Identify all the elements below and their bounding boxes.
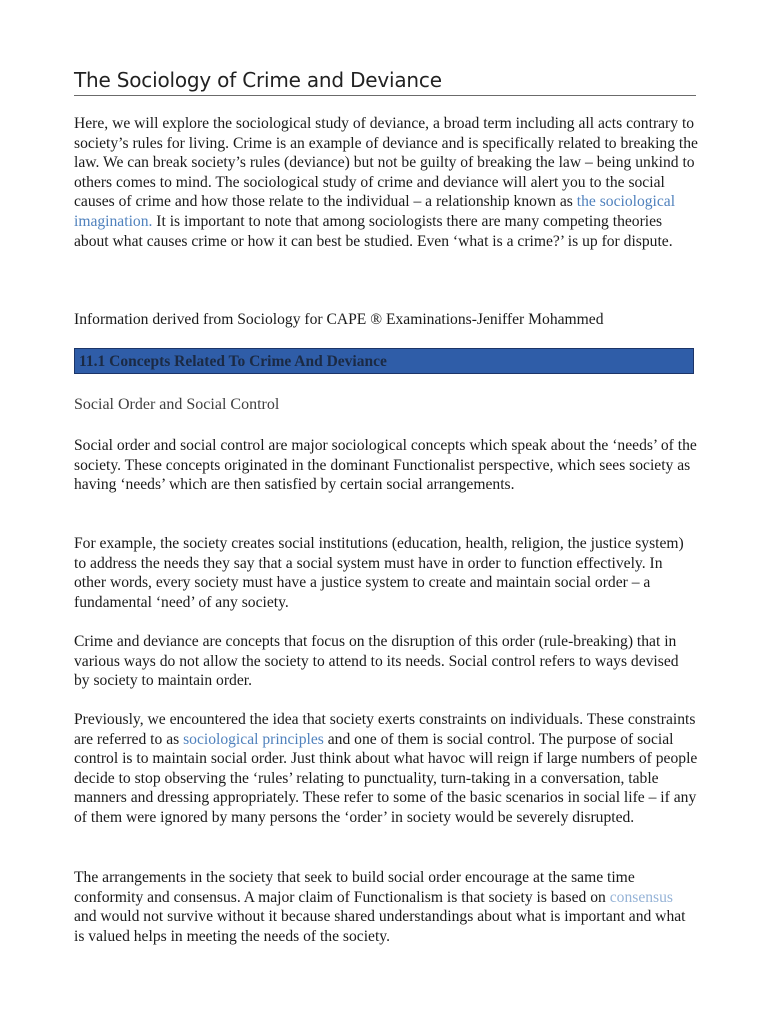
arrangements-text-before: The arrangements in the society that seek to build social order encourage at the same time conformity and consensus. A major claim of Functionalism is that society is based on: [74, 869, 635, 906]
paragraph-arrangements: [74, 868, 698, 946]
constraints-text-after: and one of them is social control. The purpose of social control is to maintain social order. Just think about what havoc will reign if large numbers of people decide to stop observing the ‘rules’ relating to punctuality, turn-taking in a conversation, table manners and dressing appropriately. These refer to some of the basic scenarios in social life – if any of them were ignored by many persons the ‘order’ in society would be severely disrupted.: [74, 730, 698, 826]
title-underline: [74, 95, 696, 96]
sociological-principles-link[interactable]: sociological principles: [183, 730, 324, 748]
intro-paragraph: [74, 114, 698, 251]
intro-text-before: Here, we will explore the sociological study of deviance, a broad term including all acts contrary to society’s rules for living. Crime is an example of deviance and is specifically related to breaking the law. We can break society’s rules (deviance) but not be guilty of breaking the law – being unkind to others comes to mind. The sociological study of crime and deviance will alert you to the social causes of crime and how those relate to the individual – a relationship known as: [74, 115, 698, 211]
intro-text-after: It is important to note that among sociologists there are many competing theories about what causes crime or how it can best be studied. Even ‘what is a crime?’ is up for dispute.: [74, 212, 673, 250]
paragraph-crime-deviance: Crime and deviance are concepts that focus on the disruption of this order (rule-breaking) that in various ways do not allow the society to attend to its needs. Social control refers to ways devised by society to maintain order.: [74, 633, 679, 690]
arrangements-text-after: and would not survive without it because shared understandings about what is important and what is valued helps in meeting the needs of the society.: [74, 908, 686, 945]
sociological-imagination-link[interactable]: the sociological imagination.: [74, 193, 676, 230]
consensus-link[interactable]: consensus: [609, 888, 673, 906]
source-note: Information derived from Sociology for CAPE ® Examinations-Jeniffer Mohammed: [74, 311, 604, 328]
section-banner: [74, 348, 694, 374]
paragraph-constraints: [74, 710, 698, 828]
constraints-text-before: Previously, we encountered the idea that society exerts constraints on individuals. These constraints are referred to as: [74, 711, 696, 748]
paragraph-example: For example, the society creates social institutions (education, health, religion, the justice system) to address the needs they say that a social system must have in order to function effectively. In other words, every society must have a justice system to create and maintain social order – a fundamental ‘need’ of any society.: [74, 535, 684, 611]
section-banner-title: 11.1 Concepts Related To Crime And Deviance: [79, 353, 387, 370]
paragraph-social-order: Social order and social control are major sociological concepts which speak about the ‘needs’ of the society. These concepts originated in the dominant Functionalist perspective, which sees society as having ‘needs’ which are then satisfied by certain social arrangements.: [74, 437, 697, 494]
page-title: The Sociology of Crime and Deviance: [74, 68, 442, 92]
subheading: Social Order and Social Control: [74, 396, 280, 413]
